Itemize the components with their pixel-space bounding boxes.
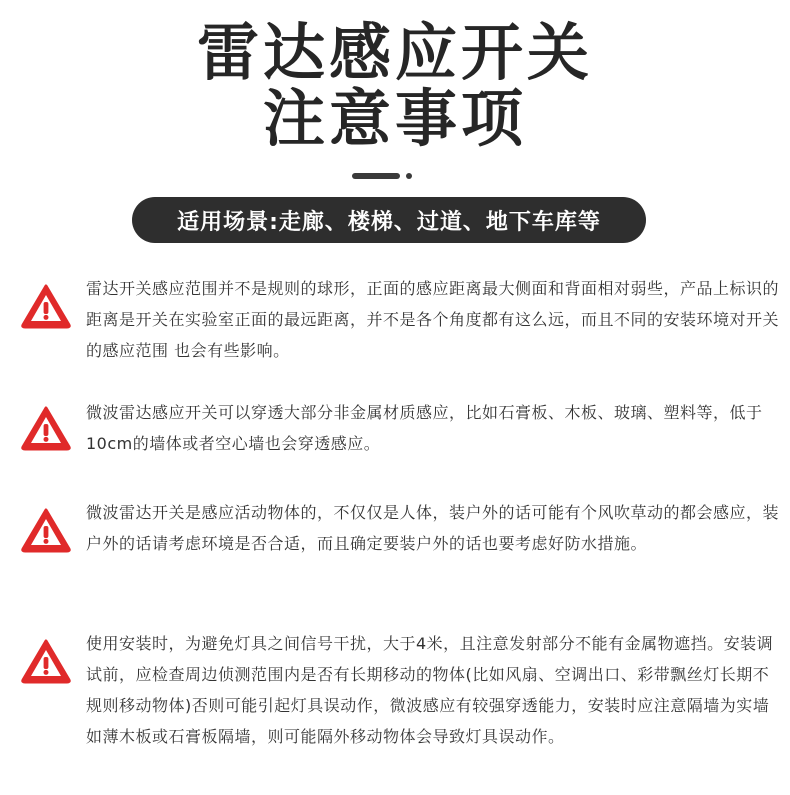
note-text: 微波雷达感应开关可以穿透大部分非金属材质感应，比如石膏板、木板、玻璃、塑料等，低于10cm的墙体或者空心墙也会穿透感应。 <box>86 403 763 453</box>
note-text: 雷达开关感应范围并不是规则的球形，正面的感应距离最大侧面和背面相对弱些，产品上标识的距离是开关在实验室正面的最远距离，并不是各个角度都有这么远，而且不同的安装环境对开关的感应范围 也会有些影响。 <box>86 279 780 360</box>
scene-banner <box>132 197 646 243</box>
note-text: 微波雷达开关是感应活动物体的，不仅仅是人体，装户外的话可能有个风吹草动的都会感应，装户外的话请考虑环境是否合适，而且确定要装户外的话也要考虑好防水措施。 <box>86 503 780 553</box>
warning-icon <box>20 405 72 451</box>
divider-bar <box>352 173 400 179</box>
divider-dot <box>406 173 412 179</box>
note-text: 使用安装时，为避免灯具之间信号干扰，大于4米，且注意发射部分不能有金属物遮挡。安装调试前，应检查周边侦测范围内是否有长期移动的物体(比如风扇、空调出口、彩带飘丝灯长期不规则移动物体)否则可能引起灯具误动作，微波感应有较强穿透能力，安装时应注意隔墙为实墙如薄木板或石膏板隔墙，则可能隔外移动物体会导致灯具误动作。 <box>86 634 774 746</box>
scene-banner-text: 适用场景:走廊、楼梯、过道、地下车库等 <box>177 209 601 235</box>
warning-icon <box>20 507 72 553</box>
warning-icon <box>20 638 72 684</box>
page-subtitle: 注意事项 <box>262 82 527 155</box>
title-divider <box>352 172 412 179</box>
page-title: 雷达感应开关 <box>196 16 593 89</box>
warning-icon <box>20 283 72 329</box>
